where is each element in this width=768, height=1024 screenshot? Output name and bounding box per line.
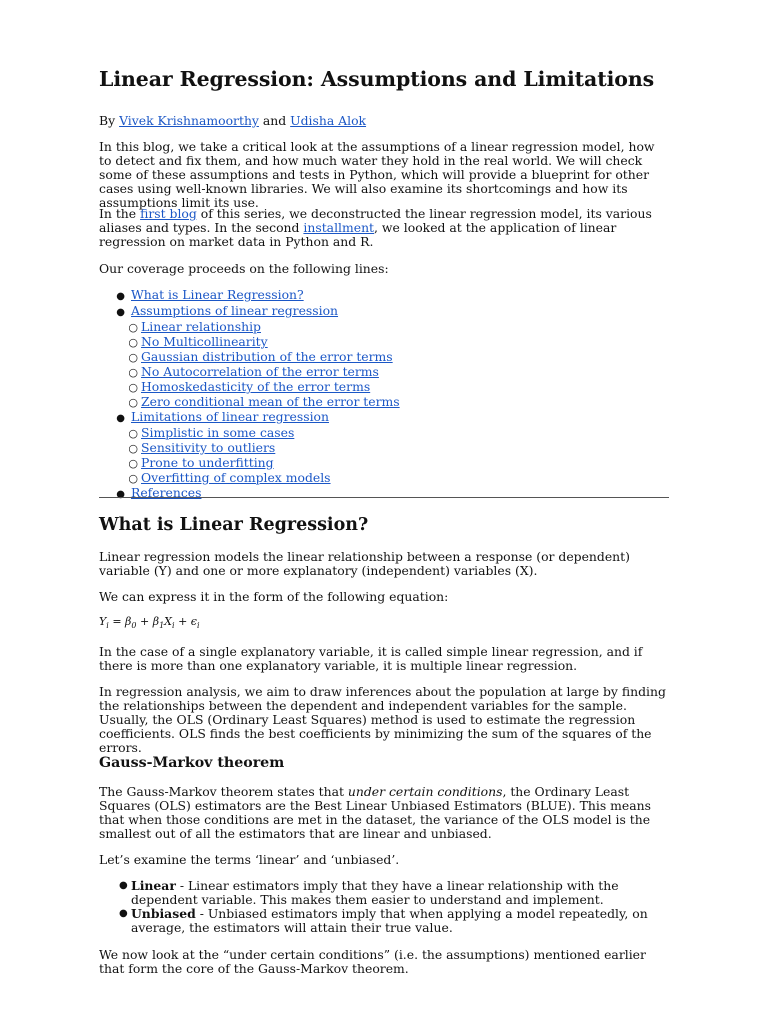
toc-item: [99, 410, 669, 426]
toc-link-overfitting[interactable]: Overfitting of complex models: [141, 470, 331, 485]
toc-link-underfitting[interactable]: Prone to underfitting: [141, 455, 274, 470]
toc-link-no-multicollinearity[interactable]: No Multicollinearity: [141, 334, 268, 349]
simple-multiple-paragraph: In the case of a single explanatory variable, it is called simple linear regression, and if there is more than one explanatory variable, it is multiple linear regression.: [99, 644, 643, 673]
toc-link-references[interactable]: References: [131, 485, 202, 500]
toc-link-gaussian-distribution[interactable]: Gaussian distribution of the error terms: [141, 349, 393, 364]
installment-link[interactable]: installment: [303, 220, 375, 235]
table-of-contents: [99, 288, 669, 502]
circle-bullet-icon: ○: [128, 381, 138, 394]
circle-bullet-icon: ○: [128, 427, 138, 440]
toc-link-no-autocorrelation[interactable]: No Autocorrelation of the error terms: [141, 364, 379, 379]
series-text-2: of this series, we deconstructed the linear regression model, its various aliases and types. In the second: [99, 206, 652, 235]
toc-subitem: [99, 395, 669, 410]
definition-text: - Unbiased estimators imply that when applying a model repeatedly, on average, the estimators will attain their true value.: [131, 906, 648, 935]
definitions-list: [99, 879, 669, 935]
toc-link-assumptions[interactable]: Assumptions of linear regression: [131, 303, 339, 318]
toc-link-what-is-linear-regression[interactable]: What is Linear Regression?: [131, 287, 304, 302]
circle-bullet-icon: ○: [128, 336, 138, 349]
bullet-icon: ●: [116, 307, 125, 318]
toc-subitem: [99, 456, 669, 471]
gm-text-2: , the Ordinary Least Squares (OLS) estimators are the Best Linear Unbiased Estimators (BLUE). This means that when those conditions are met in the dataset, the variance of the OLS model is the smallest out of all the estimators that are linear and unbiased.: [99, 784, 651, 841]
toc-subitem: [99, 426, 669, 441]
closing-paragraph: We now look at the “under certain conditions” (i.e. the assumptions) mentioned earlier that form the core of the Gauss-Markov theorem.: [99, 947, 646, 976]
section-divider: [99, 497, 669, 498]
regression-equation: $Y_i = \beta_0 + \beta_1X_i + \epsilon_i$: [99, 615, 200, 631]
circle-bullet-icon: ○: [128, 351, 138, 364]
toc-subitem: [99, 350, 669, 365]
toc-link-zero-conditional-mean[interactable]: Zero conditional mean of the error terms: [141, 394, 400, 409]
series-paragraph: [99, 207, 669, 249]
toc-item: [99, 486, 669, 502]
series-text-1: In the: [99, 206, 137, 221]
series-text-3: , we looked at the application of linear regression on market data in Python and R.: [99, 220, 617, 249]
toc-subitem: [99, 335, 669, 350]
gm-text-1: The Gauss-Markov theorem states that: [99, 784, 344, 799]
terms-intro: Let’s examine the terms ‘linear’ and ‘unbiased’.: [99, 852, 400, 867]
toc-link-limitations[interactable]: Limitations of linear regression: [131, 409, 329, 424]
byline-and: and: [262, 113, 287, 128]
section-heading: What is Linear Regression?: [99, 515, 369, 535]
toc-subitem: [99, 320, 669, 335]
toc-link-homoskedasticity[interactable]: Homoskedasticity of the error terms: [141, 379, 371, 394]
gauss-markov-paragraph: [99, 785, 669, 841]
toc-subitem: [99, 441, 669, 456]
gm-emphasis: under certain conditions: [347, 784, 503, 799]
toc-subitem: [99, 365, 669, 380]
circle-bullet-icon: ○: [128, 396, 138, 409]
coverage-intro: Our coverage proceeds on the following lines:: [99, 261, 389, 276]
byline-prefix: By: [99, 113, 116, 128]
definition-term: Linear: [131, 878, 176, 893]
subsection-heading: Gauss-Markov theorem: [99, 755, 285, 771]
toc-item: [99, 288, 669, 304]
bullet-icon: ●: [119, 908, 128, 919]
author-link-vivek[interactable]: Vivek Krishnamoorthy: [119, 113, 259, 128]
toc-link-sensitivity-outliers[interactable]: Sensitivity to outliers: [141, 440, 276, 455]
first-blog-link[interactable]: first blog: [140, 206, 197, 221]
toc-item: [99, 304, 669, 320]
circle-bullet-icon: ○: [128, 457, 138, 470]
byline: [99, 114, 669, 128]
definition-text: - Linear estimators imply that they have a linear relationship with the dependent variable. This makes them easier to understand and implement.: [131, 878, 619, 907]
circle-bullet-icon: ○: [128, 442, 138, 455]
bullet-icon: ●: [116, 413, 125, 424]
definition-item-unbiased: [99, 907, 669, 935]
toc-link-linear-relationship[interactable]: Linear relationship: [141, 319, 261, 334]
bullet-icon: ●: [116, 489, 125, 500]
bullet-icon: ●: [119, 880, 128, 891]
toc-link-simplistic[interactable]: Simplistic in some cases: [141, 425, 295, 440]
equation-intro: We can express it in the form of the following equation:: [99, 589, 449, 604]
circle-bullet-icon: ○: [128, 472, 138, 485]
definition-item-linear: [99, 879, 669, 907]
bullet-icon: ●: [116, 291, 125, 302]
definition-paragraph: Linear regression models the linear relationship between a response (or dependent) variable (Y) and one or more explanatory (independent) variables (X).: [99, 549, 630, 578]
definition-term: Unbiased: [131, 906, 196, 921]
toc-subitem: [99, 471, 669, 486]
ols-paragraph: In regression analysis, we aim to draw inferences about the population at large by finding the relationships between the dependent and independent variables for the sample. Usually, the OLS (Ordinary Least Squares) method is used to estimate the regression coefficients. OLS finds the best coefficients by minimizing the sum of the squares of the errors.: [99, 684, 666, 755]
author-link-udisha[interactable]: Udisha Alok: [290, 113, 367, 128]
page-title: Linear Regression: Assumptions and Limitations: [99, 67, 655, 91]
circle-bullet-icon: ○: [128, 321, 138, 334]
intro-paragraph: In this blog, we take a critical look at the assumptions of a linear regression model, how to detect and fix them, and how much water they hold in the real world. We will check some of these assumptions and tests in Python, which will provide a blueprint for other cases using well-known libraries. We will also examine its shortcomings and how its assumptions limit its use.: [99, 139, 655, 210]
circle-bullet-icon: ○: [128, 366, 138, 379]
toc-subitem: [99, 380, 669, 395]
